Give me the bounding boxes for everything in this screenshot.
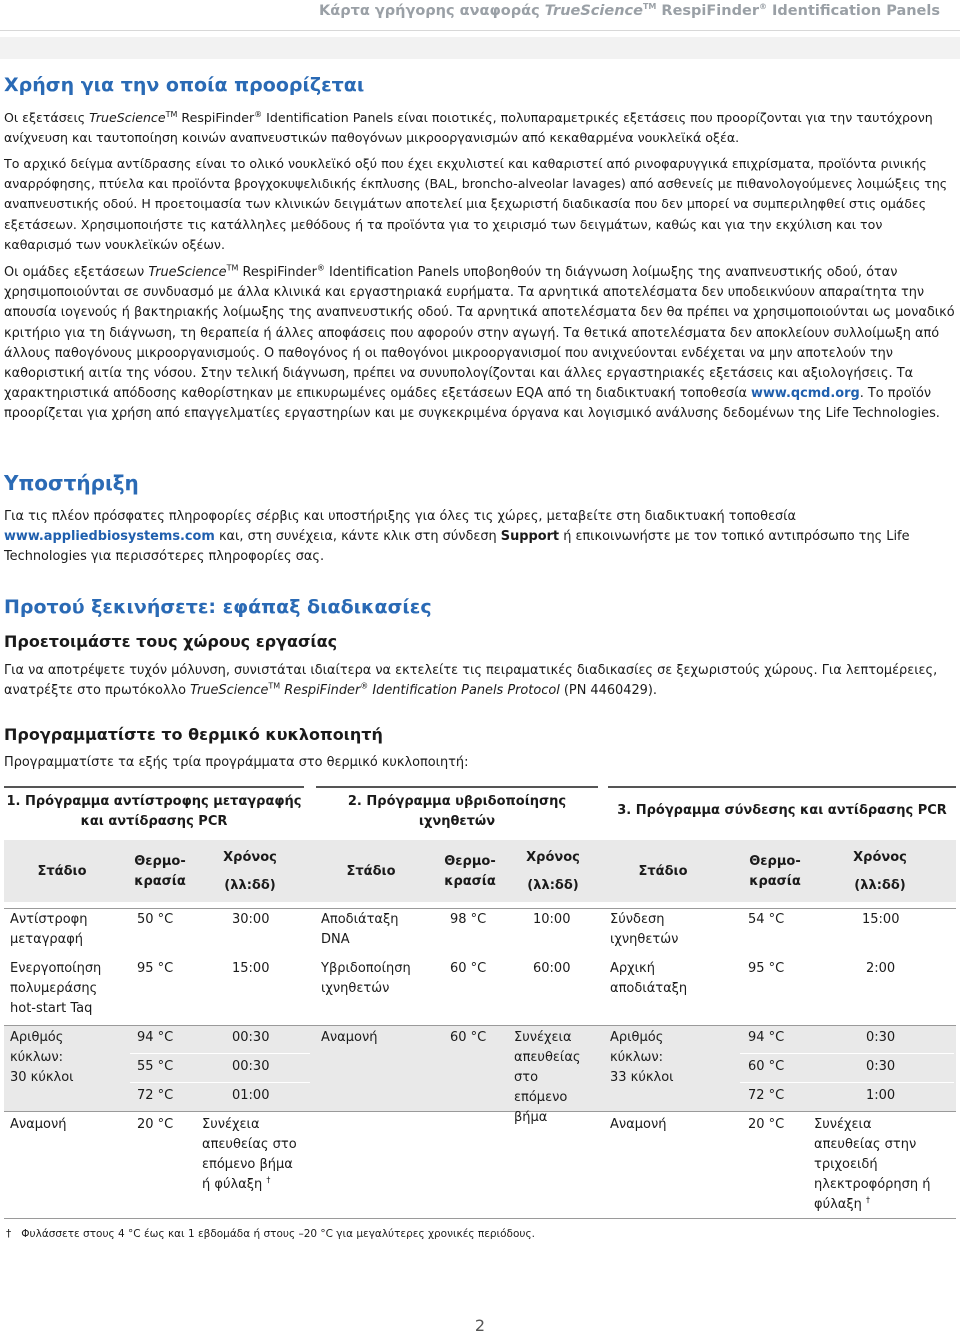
t1-r2-stage-line-2: πολυμεράσης: [10, 981, 98, 996]
t3-r4-time: [814, 1115, 931, 1215]
t3-r1-stage-line-2: ιχνηθετών: [610, 932, 679, 947]
t3-r1-temp: 54 °C: [748, 912, 785, 927]
intended-use-paragraph-2: Το αρχικό δείγμα αντίδρασης είναι το ολικό νουκλεϊκό οξύ που έχει εκχυλιστεί και καθαριστεί από ρινοφαρυγγικά επιχρίσματα, προϊόντα ρινικής αναρρόφησης, πτύελα και προϊόντα βρογχοκυψελιδικής έκπλυσης (BAL, broncho-alveolar lavages) από ασθενείς με πιθανολογούμενες λοιμώξεις της αναπνευστικής οδού. Η προετοιμασία των κλινικών δειγμάτων αποτελεί μια ξεχωριστή διαδικασία που δεν μπορεί να συμπεριληφθεί στις ομάδες εξετάσεων. Χρησιμοποιήστε τις κατάλληλες μεθόδους ή τα προϊόντα για το χειρισμό των δειγμάτων, καθώς και για την εκχύλιση και τον καθαρισμό των νουκλεϊκών οξέων.: [4, 156, 948, 252]
t1-r3-stage-line-3: 30 κύκλοι: [10, 1070, 74, 1085]
header-band: [0, 37, 960, 59]
t3-col-stage: Στάδιο: [638, 864, 688, 879]
t3-col-time-line-1: Χρόνος: [853, 850, 907, 865]
header-divider: [0, 30, 960, 31]
workspace-pre: Για να αποτρέψετε τυχόν μόλυνση, συνιστάται ιδιαίτερα να εκτελείτε τις πειραματικές διαδικασίες σε ξεχωριστούς χώρους. Για λεπτομέρειες, ανατρέξτε στο πρωτόκολλο: [4, 663, 938, 699]
section-title-before: Προτού ξεκινήσετε: εφάπαξ διαδικασίες: [4, 596, 432, 618]
t1-r2-temp: 95 °C: [137, 961, 174, 976]
t2-r1-time: 10:00: [533, 912, 571, 927]
t3-r2-time: 2:00: [866, 961, 896, 976]
t2-r1-stage-line-1: Αποδιάταξη: [321, 912, 399, 927]
support-pre: Για τις πλέον πρόσφατες πληροφορίες σέρβις και υποστήριξης για όλες τις χώρες, μεταβείτε στη διαδικτυακή τοποθεσία: [4, 509, 796, 524]
qcmd-link[interactable]: www.qcmd.org: [751, 386, 860, 402]
t1-r3-stage-line-2: κύκλων:: [10, 1050, 64, 1065]
row-rule-bottom: [4, 1218, 956, 1219]
workspace-doc: Identification Panels Protocol: [368, 683, 560, 699]
t3-r1-time: 15:00: [862, 912, 900, 927]
t3-r3-temp-b: 60 °C: [748, 1059, 785, 1074]
t3-col-time-line-2: (λλ:δδ): [854, 878, 906, 893]
t3-r3-stage: [610, 1028, 674, 1088]
t3-r4-time-line-5: φύλαξη: [814, 1197, 862, 1212]
t3-cycle-sep-2: [740, 1082, 954, 1083]
t1-col-temp: [120, 852, 200, 892]
t1-r4-time-line-3: επόμενο βήμα: [202, 1157, 293, 1172]
t1-r1-stage: [10, 910, 87, 950]
t3-r4-time-line-3: τριχοειδή: [814, 1157, 878, 1172]
program-2-title-line-1: 2. Πρόγραμμα υβριδοποίησης: [347, 794, 567, 809]
t2-r2-time: 60:00: [533, 961, 571, 976]
t1-r3-stage: [10, 1028, 74, 1088]
t1-r2-time: 15:00: [232, 961, 270, 976]
t2-r3-time-line-1: Συνέχεια: [514, 1030, 572, 1045]
support-link-label: Support: [500, 529, 560, 545]
program-1-top-rule: [4, 786, 304, 788]
support-paragraph: [4, 507, 956, 568]
t3-r3-temp-a: 94 °C: [748, 1030, 785, 1045]
t1-r3-time-a: 00:30: [232, 1030, 270, 1045]
program-1-title: [4, 792, 304, 832]
t3-r2-stage-line-2: αποδιάταξη: [610, 981, 688, 996]
t2-r1-stage-line-2: DNA: [321, 932, 350, 947]
t3-r4-time-line-1: Συνέχεια: [814, 1117, 872, 1132]
appliedbiosystems-link[interactable]: www.appliedbiosystems.com: [4, 529, 215, 545]
workspace-end: (PN 4460429).: [559, 683, 657, 699]
workspace-mid: RespiFinder: [280, 683, 361, 699]
cycler-paragraph: Προγραμματίστε τα εξής τρία προγράμματα στο θερμικό κυκλοποιητή:: [4, 755, 469, 770]
p1-rest: Identification Panels είναι ποιοτικές, πολυπαραμετρικές εξετάσεις που προορίζονται για την ταυτόχρονη ανίχνευση και ταυτοποίηση κοινών αναπνευστικών παθογόνων μικροοργανισμών από κεκαθαρμένα νουκλεϊκά οξέα.: [4, 110, 933, 146]
t2-r2-stage-line-2: ιχνηθετών: [321, 981, 390, 996]
t1-col-time-line-1: Χρόνος: [223, 850, 277, 865]
t2-r3-time: [514, 1028, 581, 1128]
t1-r4-time: [202, 1115, 297, 1195]
p1-brand: TrueScience: [89, 110, 166, 125]
t2-col-temp-line-1: Θερμο-: [444, 854, 496, 869]
t1-r1-time: 30:00: [232, 912, 270, 927]
program-2-title-line-2: ιχνηθετών: [418, 814, 496, 829]
p3-brand: TrueScience: [148, 265, 227, 280]
t3-col-time: [820, 848, 940, 896]
t3-r1-stage: [610, 910, 678, 950]
t1-r2-stage-line-1: Ενεργοποίηση: [10, 961, 102, 976]
header-tm: TM: [642, 2, 657, 12]
t2-col-time-line-1: Χρόνος: [526, 850, 580, 865]
t3-r3-stage-line-3: 33 κύκλοι: [610, 1070, 674, 1085]
t2-col-time-line-2: (λλ:δδ): [527, 878, 579, 893]
t2-r3-temp: 60 °C: [450, 1030, 487, 1045]
t2-r3-stage: Αναμονή: [321, 1030, 378, 1045]
t2-col-temp: [430, 852, 510, 892]
t1-r1-stage-line-2: μεταγραφή: [10, 932, 84, 947]
t3-col-temp: [730, 852, 820, 892]
t2-r3-time-line-5: βήμα: [514, 1110, 548, 1125]
page-number: 2: [474, 1316, 486, 1335]
t3-r2-stage-line-1: Αρχική: [610, 961, 655, 976]
row-rule-3: [4, 1111, 956, 1112]
header-mid: RespiFinder: [656, 3, 759, 19]
p3-pre: Οι ομάδες εξετάσεων: [4, 265, 149, 280]
p1-pre: Οι εξετάσεις: [4, 110, 90, 125]
t3-dagger: †: [866, 1195, 870, 1205]
t3-r3-time-a: 0:30: [866, 1030, 896, 1045]
program-3-top-rule: [608, 786, 956, 788]
workspace-reg: ®: [360, 681, 369, 691]
program-2-title: [316, 792, 598, 832]
p3-rest: Identification Panels υποβοηθούν τη διάγνωση λοίμωξης της αναπνευστικής οδού, όταν χρησιμοποιούνται σε συνδυασμό με άλλα κλινικά και εργαστηριακά ευρήματα. Τα αρνητικά αποτελέσματα δεν υποδεικνύουν απαραίτητα την απουσία ιογενούς ή βακτηριακής λοίμωξης της αναπνευστικής οδού. Τα αρνητικά αποτελέσματα δεν θα πρέπει να χρησιμοποιούνται ως μοναδικό κριτήριο για τη διάγνωση, τη θεραπεία ή άλλες αποφάσεις που αφορούν στην αγωγή. Τα θετικά αποτελέσματα δεν αποκλείουν συλλοίμωξη από άλλους παθογόνους μικροοργανισμούς. Ο παθογόνος ή οι παθογόνοι μικροοργανισμοί που ανιχνεύονται ενδέχεται να μην αποτελούν την καθοριστική αιτία της νόσου. Στην τελική διάγνωση, πρέπει να συνυπολογίζονται και άλλες εργαστηριακές εξετάσεις και αξιολογήσεις. Τα χαρακτηριστικά απόδοσης καθορίστηκαν με επικυρωμένες ομάδες εξετάσεων EQA από τη διαδικτυακή τοποθεσία: [4, 265, 955, 402]
t1-col-time: [200, 848, 300, 896]
intended-use-paragraph-1: [4, 108, 954, 148]
t3-r3-time-c: 1:00: [866, 1088, 896, 1103]
t3-r1-stage-line-1: Σύνδεση: [610, 912, 665, 927]
t1-col-temp-line-1: Θερμο-: [134, 854, 186, 869]
t1-r4-stage: Αναμονή: [10, 1117, 67, 1132]
t3-cycle-sep-1: [740, 1053, 954, 1054]
intended-use-paragraph-3: [4, 263, 956, 425]
header-reg: ®: [758, 2, 767, 12]
t1-col-temp-line-2: κρασία: [134, 874, 186, 889]
header-post: Identification Panels: [766, 3, 940, 19]
t2-r2-stage-line-1: Υβριδοποίηση: [321, 961, 411, 976]
t1-r3-time-c: 01:00: [232, 1088, 270, 1103]
t3-r3-time-b: 0:30: [866, 1059, 896, 1074]
program-3-title: 3. Πρόγραμμα σύνδεσης και αντίδρασης PCR: [617, 803, 947, 818]
t3-r4-time-line-4: ηλεκτροφόρηση ή: [814, 1177, 931, 1192]
t3-col-temp-line-1: Θερμο-: [749, 854, 801, 869]
section-title-support: Υποστήριξη: [4, 471, 139, 495]
t3-r3-stage-line-2: κύκλων:: [610, 1050, 664, 1065]
subsection-title-workspace: Προετοιμάστε τους χώρους εργασίας: [4, 632, 338, 651]
t1-col-time-line-2: (λλ:δδ): [224, 878, 276, 893]
t2-col-stage: Στάδιο: [346, 864, 396, 879]
program-1-title-line-1: 1. Πρόγραμμα αντίστροφης μεταγραφής: [6, 794, 302, 809]
p1-tm: TM: [165, 109, 178, 119]
row-rule-2: [4, 1025, 956, 1026]
footnote-dagger: †: [6, 1228, 12, 1240]
t1-r2-stage: [10, 959, 101, 1019]
p1-reg: ®: [254, 109, 263, 119]
t3-r3-temp-c: 72 °C: [748, 1088, 785, 1103]
t1-cycle-sep-1: [130, 1053, 310, 1054]
t1-r3-time-b: 00:30: [232, 1059, 270, 1074]
t2-r3-time-line-2: απευθείας: [514, 1050, 581, 1065]
t2-r3-time-line-4: επόμενο: [514, 1090, 568, 1105]
t1-r2-stage-line-3: hot-start Taq: [10, 1001, 93, 1016]
t2-r2-stage: [321, 959, 411, 999]
t3-r3-stage-line-1: Αριθμός: [610, 1030, 664, 1045]
t3-r4-time-line-2: απευθείας στην: [814, 1137, 917, 1152]
t1-r4-time-line-1: Συνέχεια: [202, 1117, 260, 1132]
support-mid: και, στη συνέχεια, κάντε κλικ στη σύνδεση: [214, 529, 501, 545]
footnote: [6, 1228, 535, 1240]
p1-mid: RespiFinder: [177, 110, 255, 125]
workspace-brand: TrueScience: [190, 683, 269, 699]
workspace-paragraph: [4, 661, 956, 701]
section-title-intended-use: Χρήση για την οποία προορίζεται: [4, 74, 365, 96]
t3-r2-temp: 95 °C: [748, 961, 785, 976]
t2-r1-temp: 98 °C: [450, 912, 487, 927]
support-end: ή επικοινωνήστε με τον τοπικό αντιπρόσωπο της Life Technologies για περισσότερες πληροφορίες σας.: [4, 529, 910, 565]
t1-r4-time-line-4: ή φύλαξη: [202, 1177, 263, 1192]
subsection-title-cycler: Προγραμματίστε το θερμικό κυκλοποιητή: [4, 725, 383, 744]
t1-r3-temp-c: 72 °C: [137, 1088, 174, 1103]
t2-r1-stage: [321, 910, 398, 950]
p3-reg: ®: [316, 263, 325, 273]
t1-cycle-sep-2: [130, 1082, 310, 1083]
header-title-pre: Κάρτα γρήγορης αναφοράς: [319, 3, 545, 19]
t1-r1-temp: 50 °C: [137, 912, 174, 927]
t3-r2-stage: [610, 959, 687, 999]
program-2-top-rule: [316, 786, 598, 788]
t2-r3-time-line-3: στο: [514, 1070, 539, 1085]
t1-r3-stage-line-1: Αριθμός: [10, 1030, 64, 1045]
t3-col-temp-line-2: κρασία: [749, 874, 801, 889]
t1-r3-temp-a: 94 °C: [137, 1030, 174, 1045]
t1-r4-time-line-2: απευθείας στο: [202, 1137, 297, 1152]
t1-r3-temp-b: 55 °C: [137, 1059, 174, 1074]
t2-col-time: [508, 848, 598, 896]
t2-col-temp-line-2: κρασία: [444, 874, 496, 889]
footnote-text: Φυλάσσετε στους 4 °C έως και 1 εβδομάδα ή στους –20 °C για μεγαλύτερες χρονικές περιόδους.: [21, 1228, 535, 1240]
page-header: [0, 0, 960, 26]
workspace-tm: TM: [268, 681, 281, 691]
t1-dagger: †: [266, 1175, 271, 1185]
p3-end: . Το προϊόν προορίζεται για χρήση από επαγγελματίες εργαστηρίων και με συγκεκριμένα όργανα και λογισμικό ανάλυσης δεδομένων της Life Technologies.: [4, 386, 940, 422]
t1-r1-stage-line-1: Αντίστροφη: [10, 912, 88, 927]
t3-r4-stage: Αναμονή: [610, 1117, 667, 1132]
program-1-title-line-2: και αντίδρασης PCR: [80, 814, 228, 829]
header-brand: TrueScience: [544, 3, 643, 19]
t1-col-stage: Στάδιο: [37, 864, 87, 879]
p3-tm: TM: [226, 263, 239, 273]
t1-r4-temp: 20 °C: [137, 1117, 174, 1132]
p3-mid: RespiFinder: [238, 265, 317, 280]
t2-r2-temp: 60 °C: [450, 961, 487, 976]
row-rule-1: [4, 908, 956, 909]
header-title: [319, 3, 940, 19]
t3-r4-temp: 20 °C: [748, 1117, 785, 1132]
